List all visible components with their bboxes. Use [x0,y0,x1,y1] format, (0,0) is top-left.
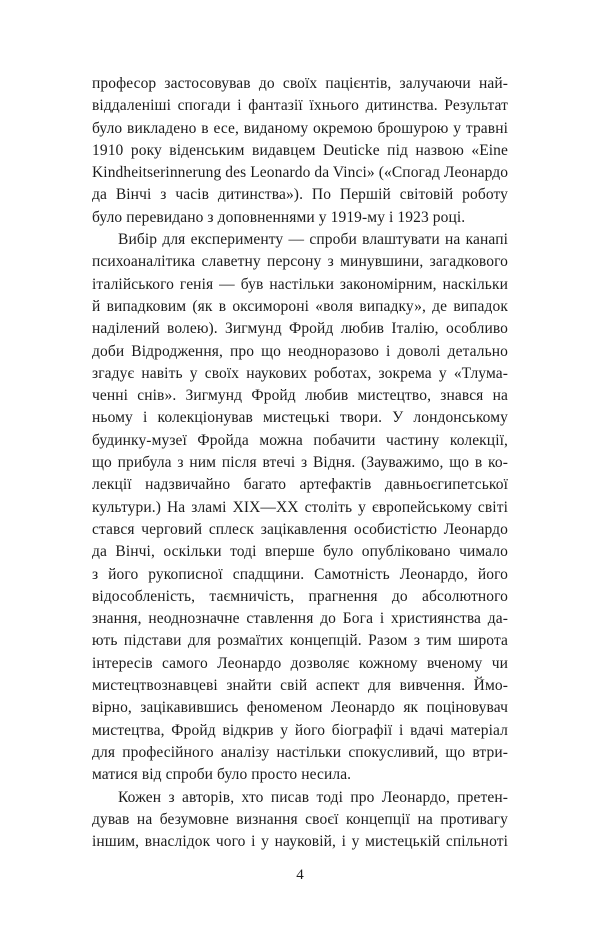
text-line: інтересів самого Леонардо дозволяє кожному вченому чи [92,654,508,672]
text-line: ють підстави для розмаїтих концепцій. Разом з тим широта [92,632,508,650]
text-line: ченні снів». Зигмунд Фройд любив мистецтво, знався на [92,387,508,405]
text-line: що прибула з ним після втечі з Відня. (Зауважимо, що в ко- [92,454,508,472]
text-line: професор застосовував до своїх пацієнтів, залучаючи най- [92,75,508,92]
text-line: вірно, зацікавившись феноменом Леонардо як поціновувач [92,699,508,717]
text-line: мистецтва, Фройд відкрив у його біографії і вдачі матеріал [92,721,508,739]
text-line: було викладено в есе, виданому окремою брошурою у травні [92,119,508,137]
text-line: Кожен з авторів, хто писав тоді про Леонардо, претен- [118,788,508,806]
text-line: відособленість, таємничість, прагнення до абсолютного [92,587,508,605]
text-line: Вибір для експерименту — спроби влаштувати на канапі [118,231,508,249]
text-line: доби Відродження, про що неодноразово і доволі детально [92,342,508,360]
text-line: лекції надзвичайно багато артефактів давньоєгипетської [92,476,508,494]
text-line: для професійного аналізу настільки спокусливий, що втри- [92,743,508,761]
text-line: 1910 року віденським видавцем Deuticke під назвою «Eine [92,141,508,159]
text-line: да Вінчі, оскільки тоді вперше було опубліковано чимало [92,543,508,561]
text-line: й випадковим (як в оксимороні «воля випадку», де випадок [92,297,508,315]
text-line: Kindheitserinnerung des Leonardo da Vinci» («Спогад Леонардо [92,164,509,182]
text-block [92,73,508,853]
text-line: віддаленіші спогади і фантазії їхнього дитинства. Результат [92,97,508,115]
text-line: було перевидано з доповненнями у 1919-му і 1923 році. [92,208,466,226]
text-line: стався черговий сплеск зацікавлення особистістю Леонардо [92,520,508,538]
text-line: згадує навіть у своїх наукових роботах, зокрема у «Тлума- [92,364,508,382]
text-line: психоаналітика славетну персону з минувшини, загадкового [92,253,508,271]
text-line: будинку-музеї Фройда можна побачити частину колекції, [92,431,508,449]
text-line: матися від спроби було просто несила. [92,766,352,784]
text-line: ньому і колекціонував мистецькі твори. У лондонському [92,409,508,427]
text-line: з його рукописної спадщини. Самотність Леонардо, його [92,565,508,583]
text-line: мистецтвознавцеві знайти свій аспект для вивчення. Ймо- [92,677,508,695]
text-line: італійського генія — був настільки закономірним, наскільки [92,275,508,293]
page-number: 4 [296,867,304,884]
text-line: іншим, внаслідок чого і у науковій, і у мистецькій спільноті [92,833,508,851]
text-line: культури.) На зламі XIX—XX століть у європейському світі [92,498,508,516]
text-line: дував на безумовне визнання своєї концепції на противагу [92,810,508,828]
text-line: знання, неоднозначне ставлення до Бога і християнства да- [92,610,508,628]
text-line: наділений волею). Зигмунд Фройд любив Італію, особливо [92,320,508,338]
text-line: да Вінчі з часів дитинства»). По Першій світовій роботу [92,186,508,204]
